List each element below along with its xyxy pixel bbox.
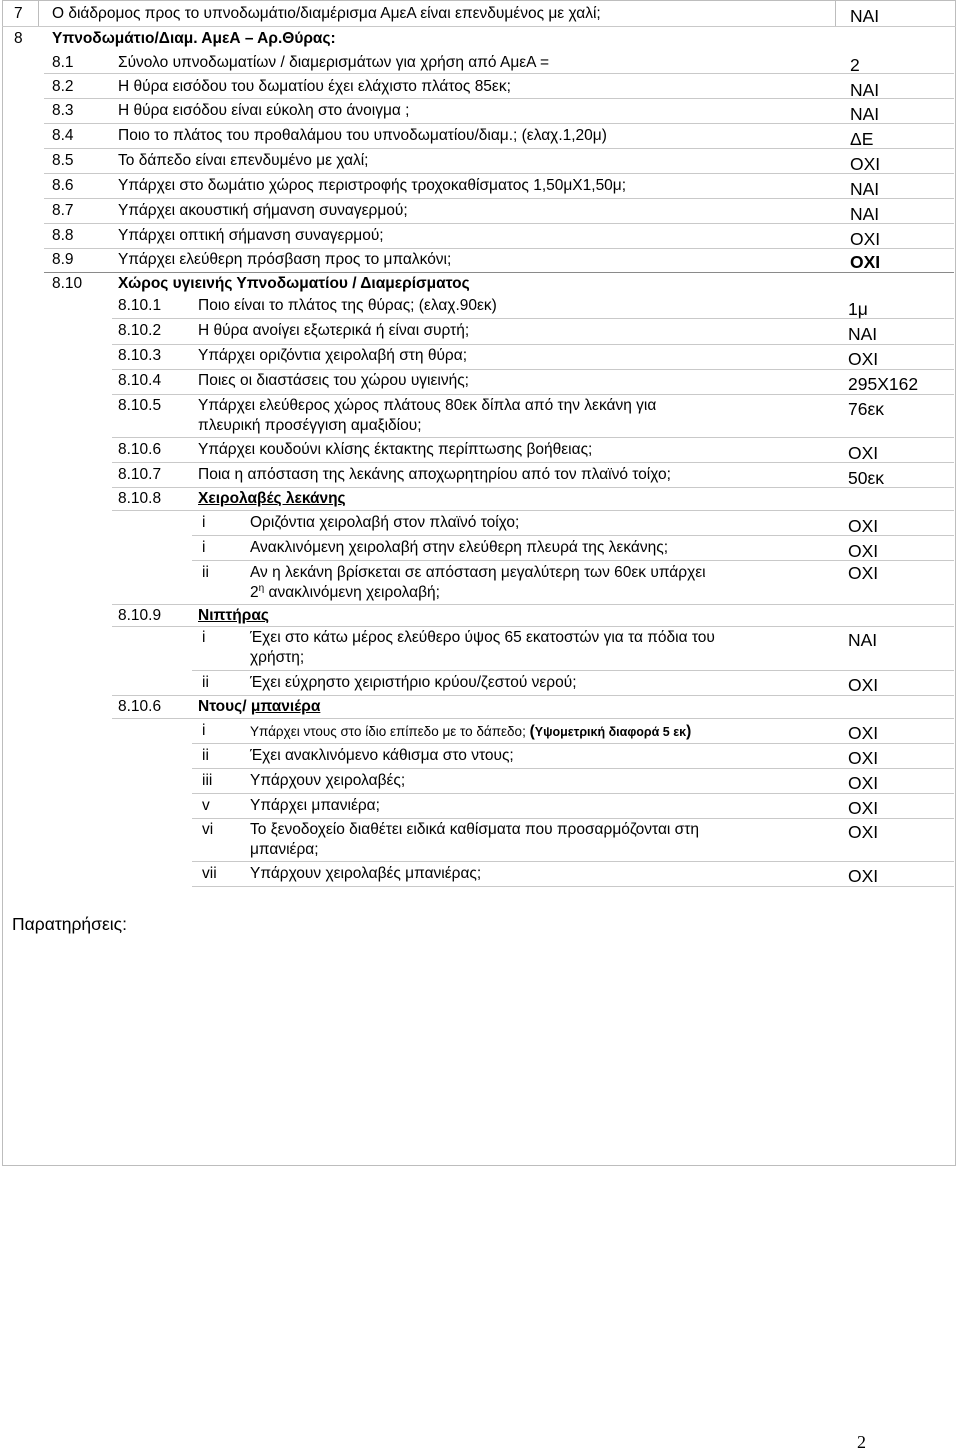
row-divider xyxy=(112,462,954,463)
row-divider xyxy=(112,487,954,488)
row-divider xyxy=(192,818,954,819)
answer-value: ΟΧΙ xyxy=(850,229,881,249)
item-number: 8.2 xyxy=(52,78,74,95)
question-text: Αν η λεκάνη βρίσκεται σε απόσταση μεγαλύτερη των 60εκ υπάρχει xyxy=(250,564,706,581)
roman-numeral: v xyxy=(202,797,210,814)
answer-value: ΟΧΙ xyxy=(848,443,879,463)
item-number: 8 xyxy=(14,30,23,47)
question-text: Υπάρχει μπανιέρα; xyxy=(250,797,380,814)
subsection-title: Χειρολαβές λεκάνης xyxy=(198,490,346,507)
item-number: 8.10.6 xyxy=(118,441,162,458)
answer-value: ΟΧΙ xyxy=(848,349,879,369)
question-text: Υπάρχει οριζόντια χειρολαβή στη θύρα; xyxy=(198,347,468,364)
answer-value: ΟΧΙ xyxy=(848,773,879,793)
question-text-continued: πλευρική προσέγγιση αμαξιδίου; xyxy=(198,417,422,434)
answer-value: 76εκ xyxy=(848,399,885,419)
row-divider xyxy=(112,718,954,719)
question-text: Το ξενοδοχείο διαθέτει ειδικά καθίσματα που προσαρμόζονται στη xyxy=(250,821,699,838)
roman-numeral: ii xyxy=(202,674,209,691)
subsection-title: Ντους/ μπανιέρα xyxy=(198,698,321,715)
item-number: 8.10 xyxy=(52,275,83,292)
item-number: 8.10.1 xyxy=(118,297,162,314)
row-divider xyxy=(192,793,954,794)
answer-value: 2 xyxy=(850,55,860,75)
row-divider xyxy=(44,248,954,249)
item-number: 8.7 xyxy=(52,202,74,219)
question-text: Η θύρα εισόδου είναι εύκολη στο άνοιγμα ; xyxy=(118,102,410,119)
question-text-continued: χρήστη; xyxy=(250,649,305,666)
question-text: Ποια η απόσταση της λεκάνης αποχωρητηρίου από τον πλαϊνό τοίχο; xyxy=(198,466,671,483)
subsection-title: Νιπτήρας xyxy=(198,607,269,624)
row-divider xyxy=(112,344,954,345)
question-text: Υπάρχουν χειρολαβές μπανιέρας; xyxy=(250,865,482,882)
item-number: 8.10.4 xyxy=(118,372,162,389)
row-divider xyxy=(44,272,954,273)
answer-value: ΝΑΙ xyxy=(850,179,880,199)
answer-value: ΟΧΙ xyxy=(848,563,879,583)
question-text: Υπάρχει στο δωμάτιο χώρος περιστροφής τροχοκαθίσματος 1,50μΧ1,50μ; xyxy=(118,177,627,194)
column-divider xyxy=(38,0,39,26)
answer-value: ΟΧΙ xyxy=(848,675,879,695)
question-text: Το δάπεδο είναι επενδυμένο με χαλί; xyxy=(118,152,369,169)
row-divider xyxy=(192,560,954,561)
item-number: 8.10.2 xyxy=(118,322,162,339)
item-number: 8.9 xyxy=(52,251,74,268)
item-number: 8.3 xyxy=(52,102,74,119)
answer-value: ΟΧΙ xyxy=(848,516,879,536)
row-divider xyxy=(44,198,954,199)
question-text: Υπάρχει ελεύθερη πρόσβαση προς το μπαλκόνι; xyxy=(118,251,452,268)
row-divider xyxy=(112,437,954,438)
answer-value: ΔΕ xyxy=(850,129,874,149)
question-text: Έχει εύχρηστο χειριστήριο κρύου/ζεστού νερού; xyxy=(250,674,577,691)
item-number: 8.10.6 xyxy=(118,698,162,715)
answer-value: ΝΑΙ xyxy=(850,6,880,26)
row-divider xyxy=(44,123,954,124)
question-text: Υπάρχει οπτική σήμανση συναγερμού; xyxy=(118,227,384,244)
roman-numeral: iii xyxy=(202,772,213,789)
row-divider xyxy=(112,604,954,605)
roman-numeral: ii xyxy=(202,747,209,764)
question-text: Ανακλινόμενη χειρολαβή στην ελεύθερη πλευρά της λεκάνης; xyxy=(250,539,669,556)
answer-value: ΟΧΙ xyxy=(848,541,879,561)
item-number: 8.1 xyxy=(52,54,74,71)
answer-value: ΝΑΙ xyxy=(850,80,880,100)
form-frame xyxy=(2,0,956,1166)
row-divider xyxy=(112,510,954,511)
question-text: Έχει ανακλινόμενο κάθισμα στο ντους; xyxy=(250,747,514,764)
question-text-continued: μπανιέρα; xyxy=(250,841,319,858)
row-divider xyxy=(112,318,954,319)
roman-numeral: vi xyxy=(202,821,214,838)
row-divider xyxy=(2,26,956,27)
row-divider xyxy=(44,223,954,224)
answer-value: ΝΑΙ xyxy=(850,104,880,124)
item-number: 7 xyxy=(14,5,23,22)
question-text: Ποιο είναι το πλάτος της θύρας; (ελαχ.90εκ) xyxy=(198,297,497,314)
row-divider xyxy=(192,535,954,536)
question-text: Υπάρχει ελεύθερος χώρος πλάτους 80εκ δίπλα από την λεκάνη για xyxy=(198,397,657,414)
item-number: 8.4 xyxy=(52,127,74,144)
answer-value: ΟΧΙ xyxy=(848,723,879,743)
question-text: Ο διάδρομος προς το υπνοδωμάτιο/διαμέρισμα ΑμεΑ είναι επενδυμένος με χαλί; xyxy=(52,5,601,22)
roman-numeral: i xyxy=(202,629,206,646)
question-text: Υπάρχει ακουστική σήμανση συναγερμού; xyxy=(118,202,408,219)
question-text: Η θύρα ανοίγει εξωτερικά ή είναι συρτή; xyxy=(198,322,470,339)
row-divider xyxy=(44,98,954,99)
answer-value: ΟΧΙ xyxy=(848,866,879,886)
row-divider xyxy=(112,626,954,627)
answer-value: ΟΧΙ xyxy=(850,154,881,174)
roman-numeral: i xyxy=(202,722,206,739)
roman-numeral: ii xyxy=(202,564,209,581)
answer-value: ΝΑΙ xyxy=(848,324,878,344)
answer-value: ΟΧΙ xyxy=(848,798,879,818)
section-title: Υπνοδωμάτιο/Διαμ. ΑμεΑ – Αρ.Θύρας: xyxy=(52,30,336,47)
row-divider xyxy=(44,73,954,74)
answer-value: 1μ xyxy=(848,299,868,319)
section-title: Χώρος υγιεινής Υπνοδωματίου / Διαμερίσματος xyxy=(118,275,470,292)
roman-numeral: i xyxy=(202,539,206,556)
item-number: 8.10.7 xyxy=(118,466,162,483)
question-text: Η θύρα εισόδου του δωματίου έχει ελάχιστο πλάτος 85εκ; xyxy=(118,78,511,95)
row-divider xyxy=(192,743,954,744)
item-number: 8.5 xyxy=(52,152,74,169)
row-divider xyxy=(44,173,954,174)
question-text: Υπάρχει ντους στο ίδιο επίπεδο με το δάπεδο; (Υψομετρική διαφορά 5 εκ) xyxy=(250,723,692,740)
answer-value: ΟΧΙ xyxy=(850,252,881,272)
answer-value: ΝΑΙ xyxy=(848,630,878,650)
row-divider xyxy=(192,861,954,862)
row-divider xyxy=(44,148,954,149)
answer-value: ΟΧΙ xyxy=(848,748,879,768)
row-divider xyxy=(112,369,954,370)
item-number: 8.10.5 xyxy=(118,397,162,414)
question-text: Ποιο το πλάτος του προθαλάμου του υπνοδωματίου/διαμ.; (ελαχ.1,20μ) xyxy=(118,127,607,144)
question-text: Υπάρχει κουδούνι κλίσης έκτακτης περίπτωσης βοήθειας; xyxy=(198,441,593,458)
row-divider xyxy=(192,886,954,887)
item-number: 8.10.8 xyxy=(118,490,162,507)
item-number: 8.6 xyxy=(52,177,74,194)
row-divider xyxy=(192,768,954,769)
roman-numeral: vii xyxy=(202,865,217,882)
question-text: Οριζόντια χειρολαβή στον πλαϊνό τοίχο; xyxy=(250,514,520,531)
row-divider xyxy=(112,695,954,696)
question-text: Ποιες οι διαστάσεις του χώρου υγιεινής; xyxy=(198,372,469,389)
question-text-continued: $2^\eta$ ανακλινόμενη χειρολαβή; xyxy=(250,582,440,601)
answer-value: 295Χ162 xyxy=(848,374,919,394)
question-text: Σύνολο υπνοδωματίων / διαμερισμάτων για χρήση από ΑμεΑ = xyxy=(118,54,550,71)
question-text: Υπάρχουν χειρολαβές; xyxy=(250,772,406,789)
page-number: 2 xyxy=(857,1432,866,1452)
item-number: 8.10.9 xyxy=(118,607,162,624)
roman-numeral: i xyxy=(202,514,206,531)
row-divider xyxy=(112,394,954,395)
answer-value: ΟΧΙ xyxy=(848,822,879,842)
question-text: Έχει στο κάτω μέρος ελεύθερο ύψος 65 εκατοστών για τα πόδια του xyxy=(250,629,715,646)
item-number: 8.8 xyxy=(52,227,74,244)
remarks-label: Παρατηρήσεις: xyxy=(12,914,127,934)
answer-value: ΝΑΙ xyxy=(850,204,880,224)
column-divider xyxy=(835,0,836,26)
item-number: 8.10.3 xyxy=(118,347,162,364)
row-divider xyxy=(192,670,954,671)
answer-value: 50εκ xyxy=(848,468,885,488)
